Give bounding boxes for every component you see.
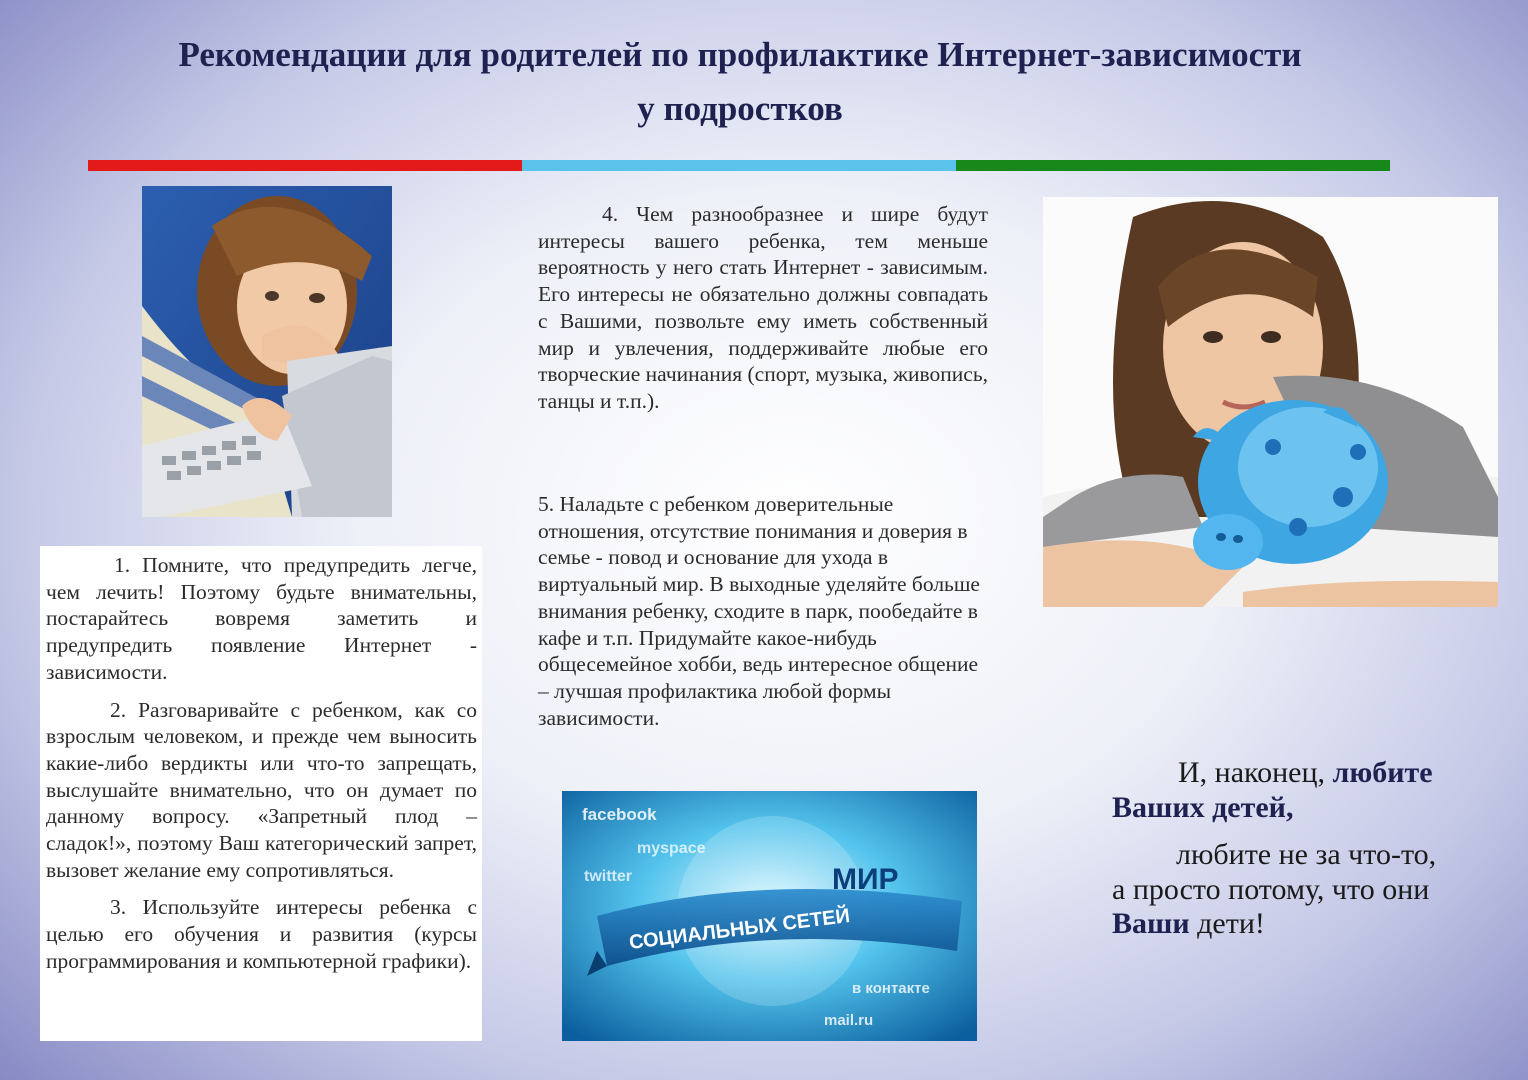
tip-4: 4. Чем разнообразнее и шире будут интересы вашего ребенка, тем меньше вероятность у него стать Интернет - зависимым. Его интересы не обязательно должны совпадать с Вашими, позвольте ему иметь собственный мир и увлечения, поддерживайте любые его творческие начинания (спорт, музыка, живопись, танцы и т.п.). (538, 202, 989, 413)
social-word-myspace: myspace (637, 840, 706, 857)
tip-5: 5. Наладьте с ребенком доверительные отношения, отсутствие понимания и доверия в семье - повод и основание для ухода в виртуальный мир. В выходные уделяйте больше внимания ребенку, сходите в парк, пообедайте в кафе и т.п. Придумайте какое-нибудь общесемейное хобби, ведь интересное общение – лучшая профилактика любой формы зависимости. (538, 492, 980, 730)
closing-p2-line-1: любите не за что-то, (1176, 838, 1437, 871)
closing-p1-plain: И, наконец, (1178, 756, 1333, 789)
closing-p1-bold-1: любите (1332, 756, 1433, 789)
divider-green (956, 160, 1390, 171)
social-word-mailru: mail.ru (824, 1012, 874, 1029)
tip-4-block (538, 201, 988, 415)
closing-p2-tail: дети! (1189, 907, 1265, 940)
page-title (60, 28, 1420, 136)
social-word-facebook: facebook (582, 805, 657, 824)
banner-title-main: СОЦИАЛЬНЫХ СЕТЕЙ (627, 905, 852, 954)
banner-title-mir: МИР (832, 863, 899, 896)
photo-girl-with-piggy-bank (1043, 197, 1498, 607)
closing-p2-line-2: а просто потому, что они (1112, 872, 1430, 906)
photo-boy-at-computer (142, 186, 392, 517)
tip-2: 2. Разговаривайте с ребенком, как со взрослым человеком, и прежде чем выносить какие-либо вердикты или что-то запрещать, выслушайте внимательно, что он думает по данному вопросу. «Запретный плод – сладок!», поэтому Ваш категорический запрет, вызовет желание ему сопротивляться. (46, 697, 477, 882)
divider-blue (522, 160, 956, 171)
closing-p2-bold: Ваши (1112, 907, 1190, 940)
tip-5-block (538, 491, 988, 731)
tip-1: 1. Помните, что предупредить легче, чем лечить! Поэтому будьте внимательны, постарайтесь вовремя заметить и предупредить появление Интернет - зависимости. (46, 553, 477, 684)
social-word-vkontakte: в контакте (852, 980, 930, 997)
social-networks-image (562, 791, 977, 1041)
tip-3: 3. Используйте интересы ребенка с целью его обучения и развития (курсы программирования и компьютерной графики). (46, 895, 477, 973)
title-line-1: Рекомендации для родителей по профилактике Интернет-зависимости (178, 35, 1302, 74)
title-line-2: у подростков (637, 89, 843, 128)
tips-panel-left (40, 546, 482, 1041)
divider-red (88, 160, 522, 171)
closing-message (1112, 756, 1482, 942)
closing-p1-bold-2: Ваших детей, (1112, 790, 1294, 824)
social-word-twitter: twitter (584, 868, 632, 885)
